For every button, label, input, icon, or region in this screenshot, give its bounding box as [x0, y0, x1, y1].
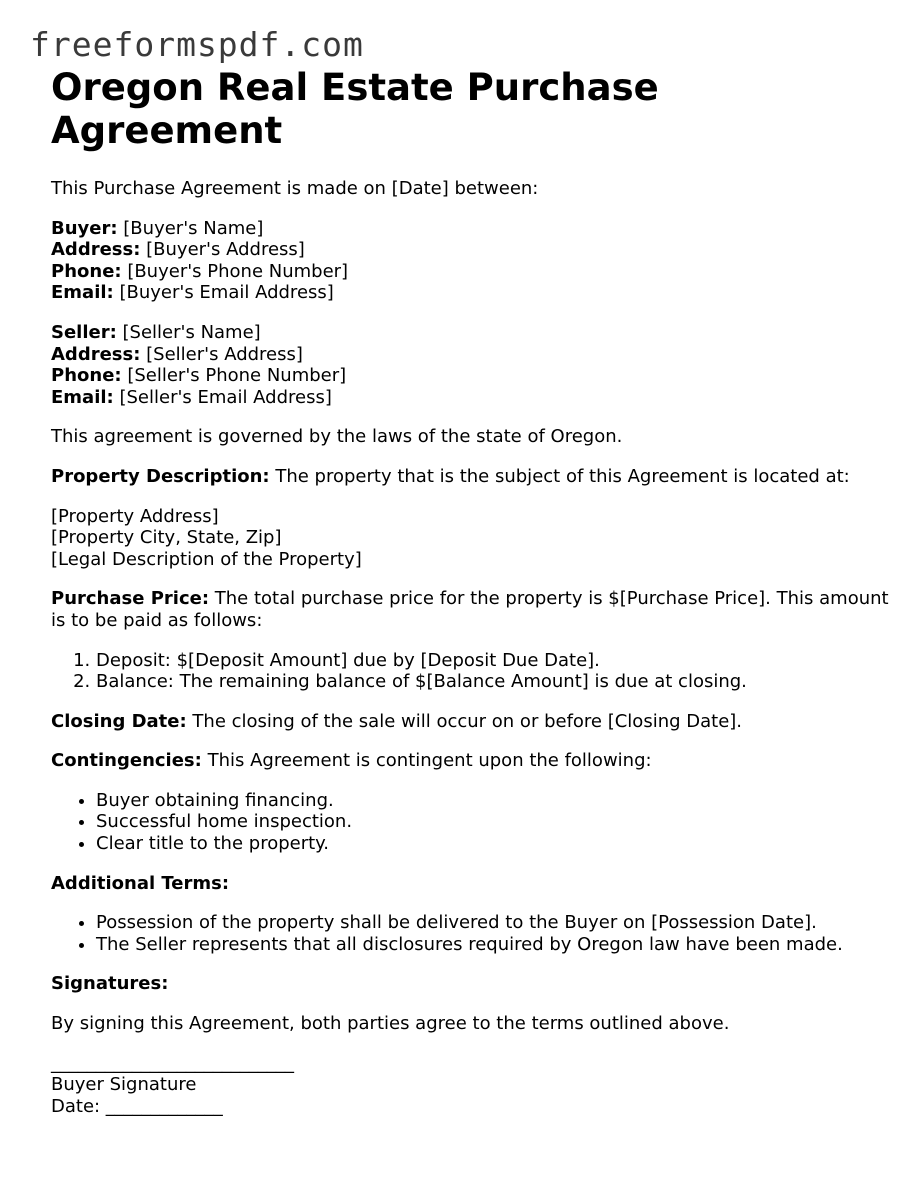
additional-terms-heading [51, 873, 891, 895]
governing-law-text: This agreement is governed by the laws of the state of Oregon. [51, 426, 623, 448]
additional-terms-list [51, 912, 891, 955]
list-item: • Clear title to the property. [96, 833, 891, 855]
intro-text: This Purchase Agreement is made on [Date] between: [51, 178, 539, 199]
buyer-signature-date[interactable]: Date: _____________ [51, 1095, 223, 1117]
seller-email-line [51, 387, 891, 409]
document [51, 66, 891, 1117]
buyer-email-line [51, 282, 891, 304]
property-description [51, 466, 891, 488]
seller-info [51, 322, 891, 408]
watermark: freeformspdf.com [30, 25, 364, 64]
closing-date-text: The closing of the sale will occur on or before [Closing Date]. [186, 710, 743, 732]
buyer-name-label: Buyer: [51, 217, 118, 239]
payment-list [51, 650, 891, 693]
buyer-info [51, 218, 891, 304]
contingencies-text: This Agreement is contingent upon the following: [201, 750, 652, 772]
property-text: The property that is the subject of this Agreement is located at: [269, 465, 850, 487]
property-address: [Property Address] [51, 505, 219, 527]
seller-email-label: Email: [51, 386, 114, 408]
buyer-email-value: [Buyer's Email Address] [113, 282, 334, 304]
closing-date-label: Closing Date: [51, 710, 187, 732]
list-item: • Possession of the property shall be delivered to the Buyer on [Possession Date]. [96, 912, 891, 934]
contingencies-label: Contingencies: [51, 750, 202, 772]
seller-name-line [51, 322, 891, 344]
buyer-email-label: Email: [51, 282, 114, 304]
property-label: Property Description: [51, 465, 270, 487]
seller-address-line [51, 344, 891, 366]
buyer-name-value: [Buyer's Name] [117, 217, 264, 239]
seller-phone-value: [Seller's Phone Number] [121, 365, 347, 387]
seller-email-value: [Seller's Email Address] [113, 386, 332, 408]
seller-phone-label: Phone: [51, 365, 122, 387]
signatures-heading [51, 973, 891, 995]
buyer-signature-block [51, 1053, 891, 1118]
seller-address-label: Address: [51, 343, 141, 365]
seller-phone-line [51, 365, 891, 387]
purchase-price [51, 588, 891, 631]
buyer-signature-label: Buyer Signature [51, 1074, 197, 1096]
signatures-label: Signatures: [51, 973, 169, 995]
contingencies [51, 750, 891, 772]
list-item: • Successful home inspection. [96, 811, 891, 833]
property-legal-description: [Legal Description of the Property] [51, 548, 362, 570]
buyer-address-line [51, 239, 891, 261]
signatures-text: By signing this Agreement, both parties agree to the terms outlined above. [51, 1013, 730, 1035]
seller-name-label: Seller: [51, 321, 117, 343]
closing-date [51, 711, 891, 733]
buyer-phone-value: [Buyer's Phone Number] [121, 260, 349, 282]
list-item: 2. Balance: The remaining balance of $[Balance Amount] is due at closing. [96, 671, 891, 693]
seller-address-value: [Seller's Address] [140, 343, 303, 365]
purchase-price-text: The total purchase price for the property is $[Purchase Price]. This amount is to be paid as follows: [51, 588, 889, 631]
buyer-phone-line [51, 261, 891, 283]
list-item: • Buyer obtaining financing. [96, 790, 891, 812]
contingencies-list [51, 790, 891, 855]
additional-terms-label: Additional Terms: [51, 872, 230, 894]
list-item: • The Seller represents that all disclosures required by Oregon law have been made. [96, 934, 891, 956]
property-details [51, 506, 891, 571]
property-city: [Property City, State, Zip] [51, 527, 282, 549]
buyer-signature-line[interactable]: ___________________________ [51, 1052, 294, 1074]
list-item: 1. Deposit: $[Deposit Amount] due by [Deposit Due Date]. [96, 650, 891, 672]
buyer-address-label: Address: [51, 239, 141, 261]
buyer-address-value: [Buyer's Address] [140, 239, 305, 261]
seller-name-value: [Seller's Name] [116, 321, 261, 343]
buyer-name-line [51, 218, 891, 240]
buyer-phone-label: Phone: [51, 260, 122, 282]
purchase-price-label: Purchase Price: [51, 588, 210, 610]
page-title: Oregon Real Estate Purchase Agreement [51, 66, 659, 152]
